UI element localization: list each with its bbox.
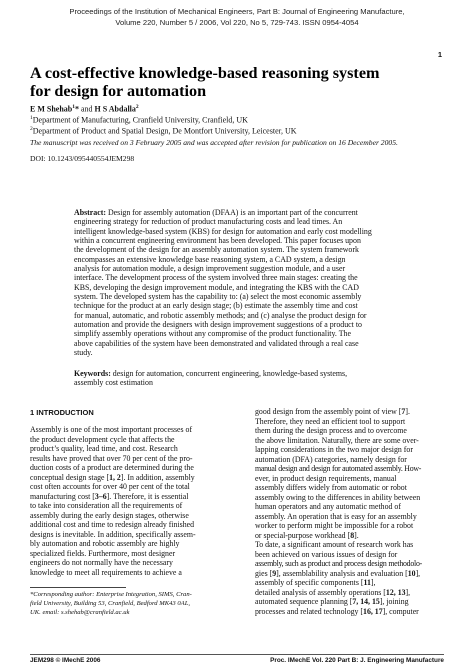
body-line: cost often accounts for over 40 per cent of the total bbox=[30, 482, 190, 492]
citation: 10 bbox=[407, 568, 416, 578]
body-line: assembly during the early design stages, otherwise bbox=[30, 510, 189, 520]
body-line: To date, a significant amount of research work has bbox=[255, 540, 414, 550]
citation: 16, 17 bbox=[363, 606, 383, 616]
corresponding-mark: * bbox=[74, 104, 79, 114]
body-line: duction costs of a product are determined during the bbox=[30, 463, 194, 473]
body-line: detailed analysis of assembly operations [ bbox=[255, 587, 386, 597]
body-line: specialized fields. Furthermore, most designer bbox=[30, 548, 176, 558]
footnote bbox=[30, 590, 240, 618]
citation: 8 bbox=[350, 530, 355, 540]
abstract-line: Design for assembly automation (DFAA) is an important part of the concurrent bbox=[106, 208, 358, 217]
body-line: results have proved that over 70 per cent of the pro- bbox=[30, 453, 193, 463]
body-line: assembly. An operation that is easy for an assembly bbox=[255, 511, 417, 521]
abstract-line: KBS, developing the design improvement module, and integrating the KBS with the CAD bbox=[74, 282, 359, 292]
abstract-line: technique for the product at an early design stage; (b) estimate the assembly time and cost bbox=[74, 301, 358, 311]
body-line: gies [ bbox=[255, 568, 273, 578]
author-1-sup: 1 bbox=[72, 104, 75, 110]
body-line: engineers do not normally have the necessary bbox=[30, 558, 173, 568]
body-line: automated sequence planning [ bbox=[255, 597, 353, 607]
body-line: them during the design process and to overcome bbox=[255, 426, 407, 436]
abstract bbox=[74, 208, 402, 358]
footer-rule bbox=[30, 654, 444, 655]
keywords-label: Keywords: bbox=[74, 369, 111, 378]
body-line: manual design and design for automated assembly. How- bbox=[255, 464, 422, 474]
body-text: ]. bbox=[405, 407, 410, 416]
body-line: the above limitation. Naturally, there are some over- bbox=[255, 435, 419, 445]
body-line: been achieved on various issues of design for bbox=[255, 549, 398, 559]
abstract-line: system. The developed system has the capability to: (a) select the most economic assembly bbox=[74, 292, 362, 302]
body-text: ], joining bbox=[379, 597, 409, 607]
author-2: H S Abdalla bbox=[94, 104, 136, 114]
body-line: or special-purpose workhead [ bbox=[255, 530, 351, 540]
footer-left: JEM298 © IMechE 2006 bbox=[30, 657, 101, 664]
body-text: ]. In addition, assembly bbox=[120, 472, 195, 482]
journal-header-line2: Volume 220, Number 5 / 2006, Vol 220, No 5, 729-743. ISSN 0954-4054 bbox=[115, 18, 359, 27]
author-1: E M Shehab bbox=[30, 104, 73, 114]
body-line: assembly, such as product and process design methodolo- bbox=[255, 559, 422, 569]
journal-header-line1: Proceedings of the Institution of Mechanical Engineers, Part B: Journal of Engineering Manufacture, bbox=[69, 7, 405, 16]
footnote-line2: field University, Building 53, Cranfield, Bedford MK43 0AL, bbox=[30, 600, 191, 608]
abstract-line: automation and provide the designers with design improvement suggestions of a product to bbox=[74, 320, 362, 330]
abstract-line: encompasses an extensive knowledge base reasoning system, a CAD system, a design bbox=[74, 254, 346, 264]
citation: 1, 2 bbox=[109, 472, 121, 482]
body-line: product’s quality, lead time, and cost. Research bbox=[30, 444, 178, 454]
body-line: assembly of specific components [ bbox=[255, 578, 364, 588]
affiliation-2-sup: 2 bbox=[30, 126, 33, 132]
abstract-line: analysis for automation module, a design improvement suggestion module, and a user bbox=[74, 264, 346, 274]
abstract-line: above capabilities of the system have been demonstrated and validated through a real case bbox=[74, 338, 359, 348]
body-line: Therefore, they need an efficient tool to support bbox=[255, 416, 406, 426]
paper-title-line1: A cost-effective knowledge-based reasoning system bbox=[30, 64, 380, 82]
abstract-line: interface. The development process of the system involved three main stages: creating the bbox=[74, 273, 358, 283]
citation: 9 bbox=[272, 568, 277, 578]
keywords-line2: assembly cost estimation bbox=[74, 378, 153, 388]
intro-left-column bbox=[30, 425, 238, 577]
received-note: The manuscript was received on 3 February 2005 and was accepted after revision for publication on 16 December 2005. bbox=[30, 138, 398, 147]
abstract-line: engineering strategy for reduction of product manufacturing costs and lead times. An bbox=[74, 217, 343, 227]
body-line: bly automation and robotic assembly are highly bbox=[30, 539, 180, 549]
body-line: Assembly is one of the most important processes of bbox=[30, 425, 193, 434]
body-line: lapping considerations in the two major design for bbox=[255, 445, 413, 455]
footnote-line1: *Corresponding author: Enterprise Integration, SIMS, Cran- bbox=[30, 591, 192, 598]
page-number: 1 bbox=[437, 50, 442, 59]
body-line: to take into consideration all the requirements of bbox=[30, 501, 183, 511]
journal-header bbox=[0, 6, 474, 28]
body-line: assembly differs widely from automatic or robot bbox=[255, 483, 407, 493]
body-text: ], computer bbox=[382, 606, 419, 616]
section-heading-introduction: 1 INTRODUCTION bbox=[30, 408, 94, 417]
body-text: ], bbox=[370, 578, 376, 588]
body-line: good design from the assembly point of view [ bbox=[255, 407, 402, 416]
body-line: knowledge to meet all requirements to achieve a bbox=[30, 567, 182, 577]
affiliation-2 bbox=[30, 124, 297, 137]
keywords-line1: design for automation, concurrent engineering, knowledge-based systems, bbox=[110, 369, 348, 378]
body-line: worker to perform might be impossible for a robot bbox=[255, 521, 414, 531]
body-text: ], assemblability analysis and evaluation [ bbox=[276, 568, 408, 578]
paper-title-line2: for design for automation bbox=[30, 82, 207, 100]
body-text: ], bbox=[415, 568, 421, 578]
citation: 7 bbox=[401, 407, 406, 416]
abstract-line: simplify assembly operations without any compromise of the product functionality. The bbox=[74, 329, 351, 339]
footnote-rule bbox=[30, 587, 126, 588]
body-line: manufacturing cost [ bbox=[30, 491, 95, 501]
abstract-line: the development of the design for an assembly automation system. The system framework bbox=[74, 245, 359, 255]
body-line: assembly owing to the differences in ability between bbox=[255, 492, 421, 502]
affiliation-1-sup: 1 bbox=[30, 115, 33, 121]
abstract-label: Abstract: bbox=[74, 208, 106, 217]
footer-right: Proc. IMechE Vol. 220 Part B: J. Engineering Manufacture bbox=[270, 657, 444, 664]
body-line: designs is inevitable. In addition, specifically assem- bbox=[30, 529, 196, 539]
citation: 11 bbox=[363, 578, 371, 588]
citation: 7, 14, 15 bbox=[352, 597, 380, 607]
body-line: conceptual design stage [ bbox=[30, 472, 110, 482]
footnote-line3: UK. email: s.shehab@cranfield.ac.uk bbox=[30, 609, 130, 617]
body-text: ], bbox=[405, 587, 411, 597]
affiliation-1-text: Department of Manufacturing, Cranfield University, Cranfield, UK bbox=[32, 115, 248, 125]
doi: DOI: 10.1243/095440554JEM298 bbox=[30, 154, 135, 163]
author-and: and bbox=[78, 104, 95, 114]
abstract-line: intelligent knowledge-based system (KBS) for design for automation and early cost modelling bbox=[74, 226, 372, 236]
abstract-line: study. bbox=[74, 348, 93, 358]
body-line: ever, in product design requirements, manual bbox=[255, 473, 397, 483]
body-line: processes and related technology [ bbox=[255, 606, 364, 616]
keywords bbox=[74, 369, 402, 388]
body-line: additional cost and time to redesign already finished bbox=[30, 520, 195, 530]
citation: 3–6 bbox=[94, 491, 107, 501]
abstract-line: for manual, automatic, and robotic assembly methods; and (c) analyse the product design for bbox=[74, 310, 367, 320]
affiliation-2-text: Department of Product and Spatial Design, De Montfort University, Leicester, UK bbox=[32, 126, 297, 136]
body-text: ]. Therefore, it is essential bbox=[106, 491, 189, 501]
author-2-sup: 2 bbox=[135, 104, 139, 110]
body-line: automation (DFA) categories, namely design for bbox=[255, 454, 407, 464]
body-text: ]. bbox=[354, 530, 359, 540]
paper-title bbox=[30, 64, 450, 100]
abstract-line: within a concurrent engineering environment has been developed. This paper focuses upon bbox=[74, 236, 361, 246]
body-line: the product development cycle that affects the bbox=[30, 434, 175, 444]
citation: 12, 13 bbox=[385, 587, 406, 597]
body-line: human operators and any automatic method of bbox=[255, 502, 401, 512]
intro-right-column bbox=[255, 407, 453, 616]
